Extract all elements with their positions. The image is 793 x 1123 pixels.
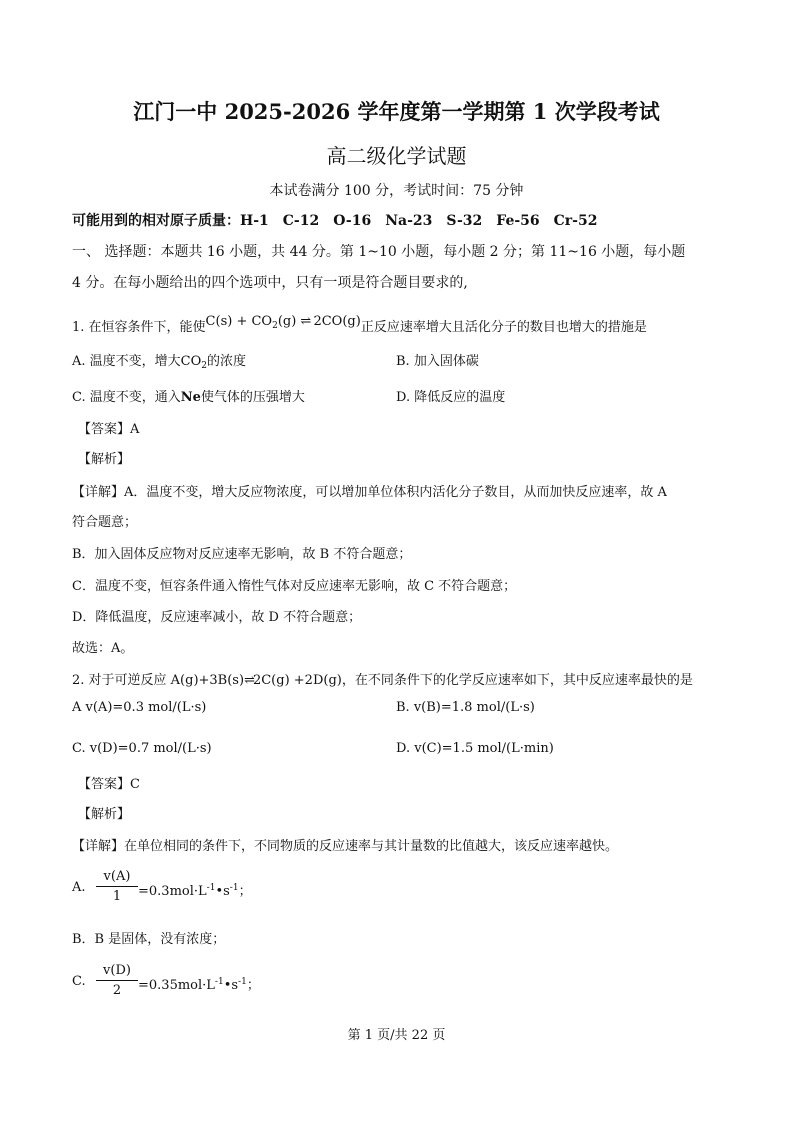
exam-title: 江门一中 2025-2026 学年度第一学期第 1 次学段考试: [133, 99, 660, 124]
q1-analysis-tag: 【解析】: [78, 452, 131, 467]
q1-detail-4: C．温度不变，恒容条件通入惰性气体对反应速率无影响，故 C 不符合题意；: [72, 579, 517, 594]
q2-calc-a-label: A.: [72, 880, 86, 895]
q1-option-a: A. 温度不变，增大$CO_2$的浓度: [72, 354, 247, 371]
q1-detail-6: 故选：A。: [72, 641, 134, 656]
q2-option-a: A v(A)=0.3 mol/(L·s): [72, 700, 207, 715]
q1-option-c: C. 温度不变，通入Ne使气体的压强增大: [72, 390, 305, 405]
q2-calc-b: B．B 是固体，没有浓度；: [72, 932, 226, 947]
q1-detail-5: D．降低温度，反应速率减小，故 D 不符合题意；: [72, 610, 362, 625]
q2-analysis-tag: 【解析】: [78, 807, 131, 822]
q2-option-b: B. v(B)=1.8 mol/(L·s): [396, 700, 535, 715]
q2-option-c: C. v(D)=0.7 mol/(L·s): [72, 741, 212, 756]
q1-option-b: B. 加入固体碳: [396, 354, 479, 369]
q2-stem: 2. 对于可逆反应 A(g)+3B(s)⇌2C(g) +2D(g)，在不同条件下的化学反应速率如下，其中反应速率最快的是: [72, 673, 693, 688]
equilibrium-arrow-icon: ⇌: [244, 673, 253, 688]
q1-detail-3: B．加入固体反应物对反应速率无影响，故 B 不符合题意；: [72, 547, 412, 562]
q1-equation: $C(s) + CO_2(g)$ ⇌ 2CO(g): [205, 314, 361, 331]
page-footer: 第 1 页/共 22 页: [347, 1028, 446, 1043]
q2-calc-c-label: C.: [72, 974, 86, 989]
q2-calc-a-result: $=0.3mol\cdot L^{-1}•s^{-1}$；: [138, 883, 252, 899]
q1-stem: [72, 316, 647, 337]
atomic-masses: 可能用到的相对原子质量：H-1 C-12 O-16 Na-23 S-32 Fe-56 Cr-52: [72, 213, 598, 229]
q1-stem-post: 正反应速率增大且活化分子的数目也增大的措施是: [360, 320, 647, 335]
q2-calc-c-fraction: $\frac{v(D)}{2}$: [96, 963, 138, 998]
q1-option-d: D. 降低反应的温度: [396, 390, 506, 405]
q2-calc-a-fraction: $\frac{v(A)}{1}$: [96, 869, 138, 904]
q1-detail-2: 符合题意；: [72, 515, 138, 530]
q2-detail-1: 【详解】在单位相同的条件下，不同物质的反应速率与其计量数的比值越大，该反应速率越快。: [72, 839, 619, 854]
section-instructions-line1: 一、 选择题：本题共 16 小题，共 44 分。第 1~10 小题，每小题 2 分；第 11~16 小题，每小题: [72, 244, 686, 260]
section-instructions-line2: 4 分。在每小题给出的四个选项中，只有一项是符合题目要求的,: [72, 275, 468, 291]
q1-answer-tag: 【答案】A: [78, 422, 140, 437]
q2-answer-tag: 【答案】C: [78, 777, 140, 792]
q1-stem-pre: 1. 在恒容条件下，能使: [72, 320, 206, 335]
q2-option-d: D. v(C)=1.5 mol/(L·min): [396, 741, 554, 756]
equilibrium-arrow-icon: ⇌: [300, 314, 310, 329]
exam-meta: 本试卷满分 100 分，考试时间：75 分钟: [269, 183, 524, 199]
q2-calc-c-result: $=0.35mol\cdot L^{-1}•s^{-1}$；: [138, 977, 260, 993]
q1-detail-1: 【详解】A．温度不变，增大反应物浓度，可以增加单位体积内活化分子数目，从而加快反应速率，故 A: [72, 485, 667, 500]
exam-subtitle: 高二级化学试题: [326, 144, 467, 168]
